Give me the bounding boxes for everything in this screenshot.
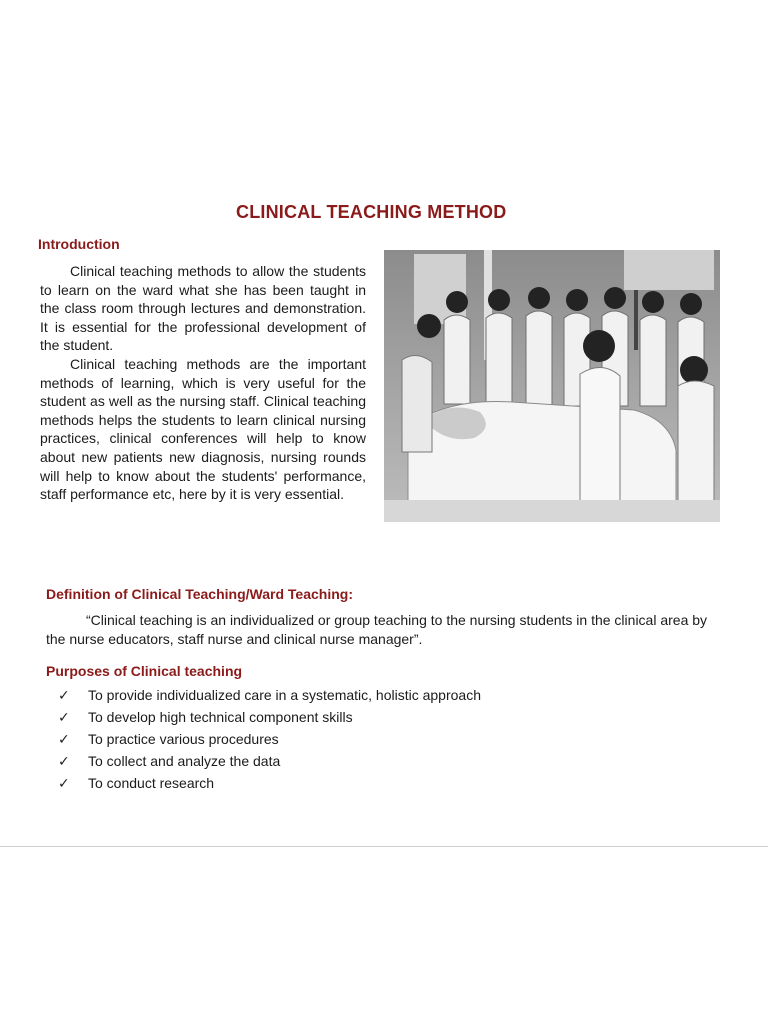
purpose-text: To collect and analyze the data (88, 753, 281, 769)
introduction-text (40, 262, 366, 504)
definition-heading: Definition of Clinical Teaching/Ward Teaching: (46, 586, 353, 602)
purpose-text: To practice various procedures (88, 731, 279, 747)
purpose-item (58, 772, 658, 794)
introduction-paragraph-1: Clinical teaching methods to allow the students to learn on the ward what she has been taught in the class room through lectures and demonstration. It is essential for the professional development of the student. (40, 263, 366, 354)
page-title: CLINICAL TEACHING METHOD (236, 202, 507, 222)
purpose-item (58, 684, 658, 706)
page-divider (0, 846, 768, 847)
introduction-heading: Introduction (38, 236, 120, 252)
purposes-list (58, 684, 658, 794)
purposes-heading: Purposes of Clinical teaching (46, 663, 243, 679)
checkmark-icon: ✓ (58, 731, 70, 747)
checkmark-icon: ✓ (58, 775, 70, 791)
definition-text: “Clinical teaching is an individualized or group teaching to the nursing students in the clinical area by the nurse educators, staff nurse and clinical nurse manager”. (46, 612, 708, 647)
purpose-item (58, 706, 658, 728)
purpose-text: To provide individualized care in a systematic, holistic approach (88, 687, 481, 703)
checkmark-icon: ✓ (58, 709, 70, 725)
purpose-item (58, 728, 658, 750)
checkmark-icon: ✓ (58, 753, 70, 769)
purpose-text: To conduct research (88, 775, 215, 791)
purpose-text: To develop high technical component skills (88, 709, 353, 725)
ward-teaching-photo (384, 250, 720, 522)
checkmark-icon: ✓ (58, 687, 70, 703)
purpose-item (58, 750, 658, 772)
introduction-paragraph-2: Clinical teaching methods are the important methods of learning, which is very useful for the student as well as the nursing staff. Clinical teaching methods helps the students to learn clinical nursing practices, clinical conferences will help to know about new patients new diagnosis, nursing rounds will help to know about the students' performance, staff performance etc, here by it is very essential. (40, 355, 366, 503)
